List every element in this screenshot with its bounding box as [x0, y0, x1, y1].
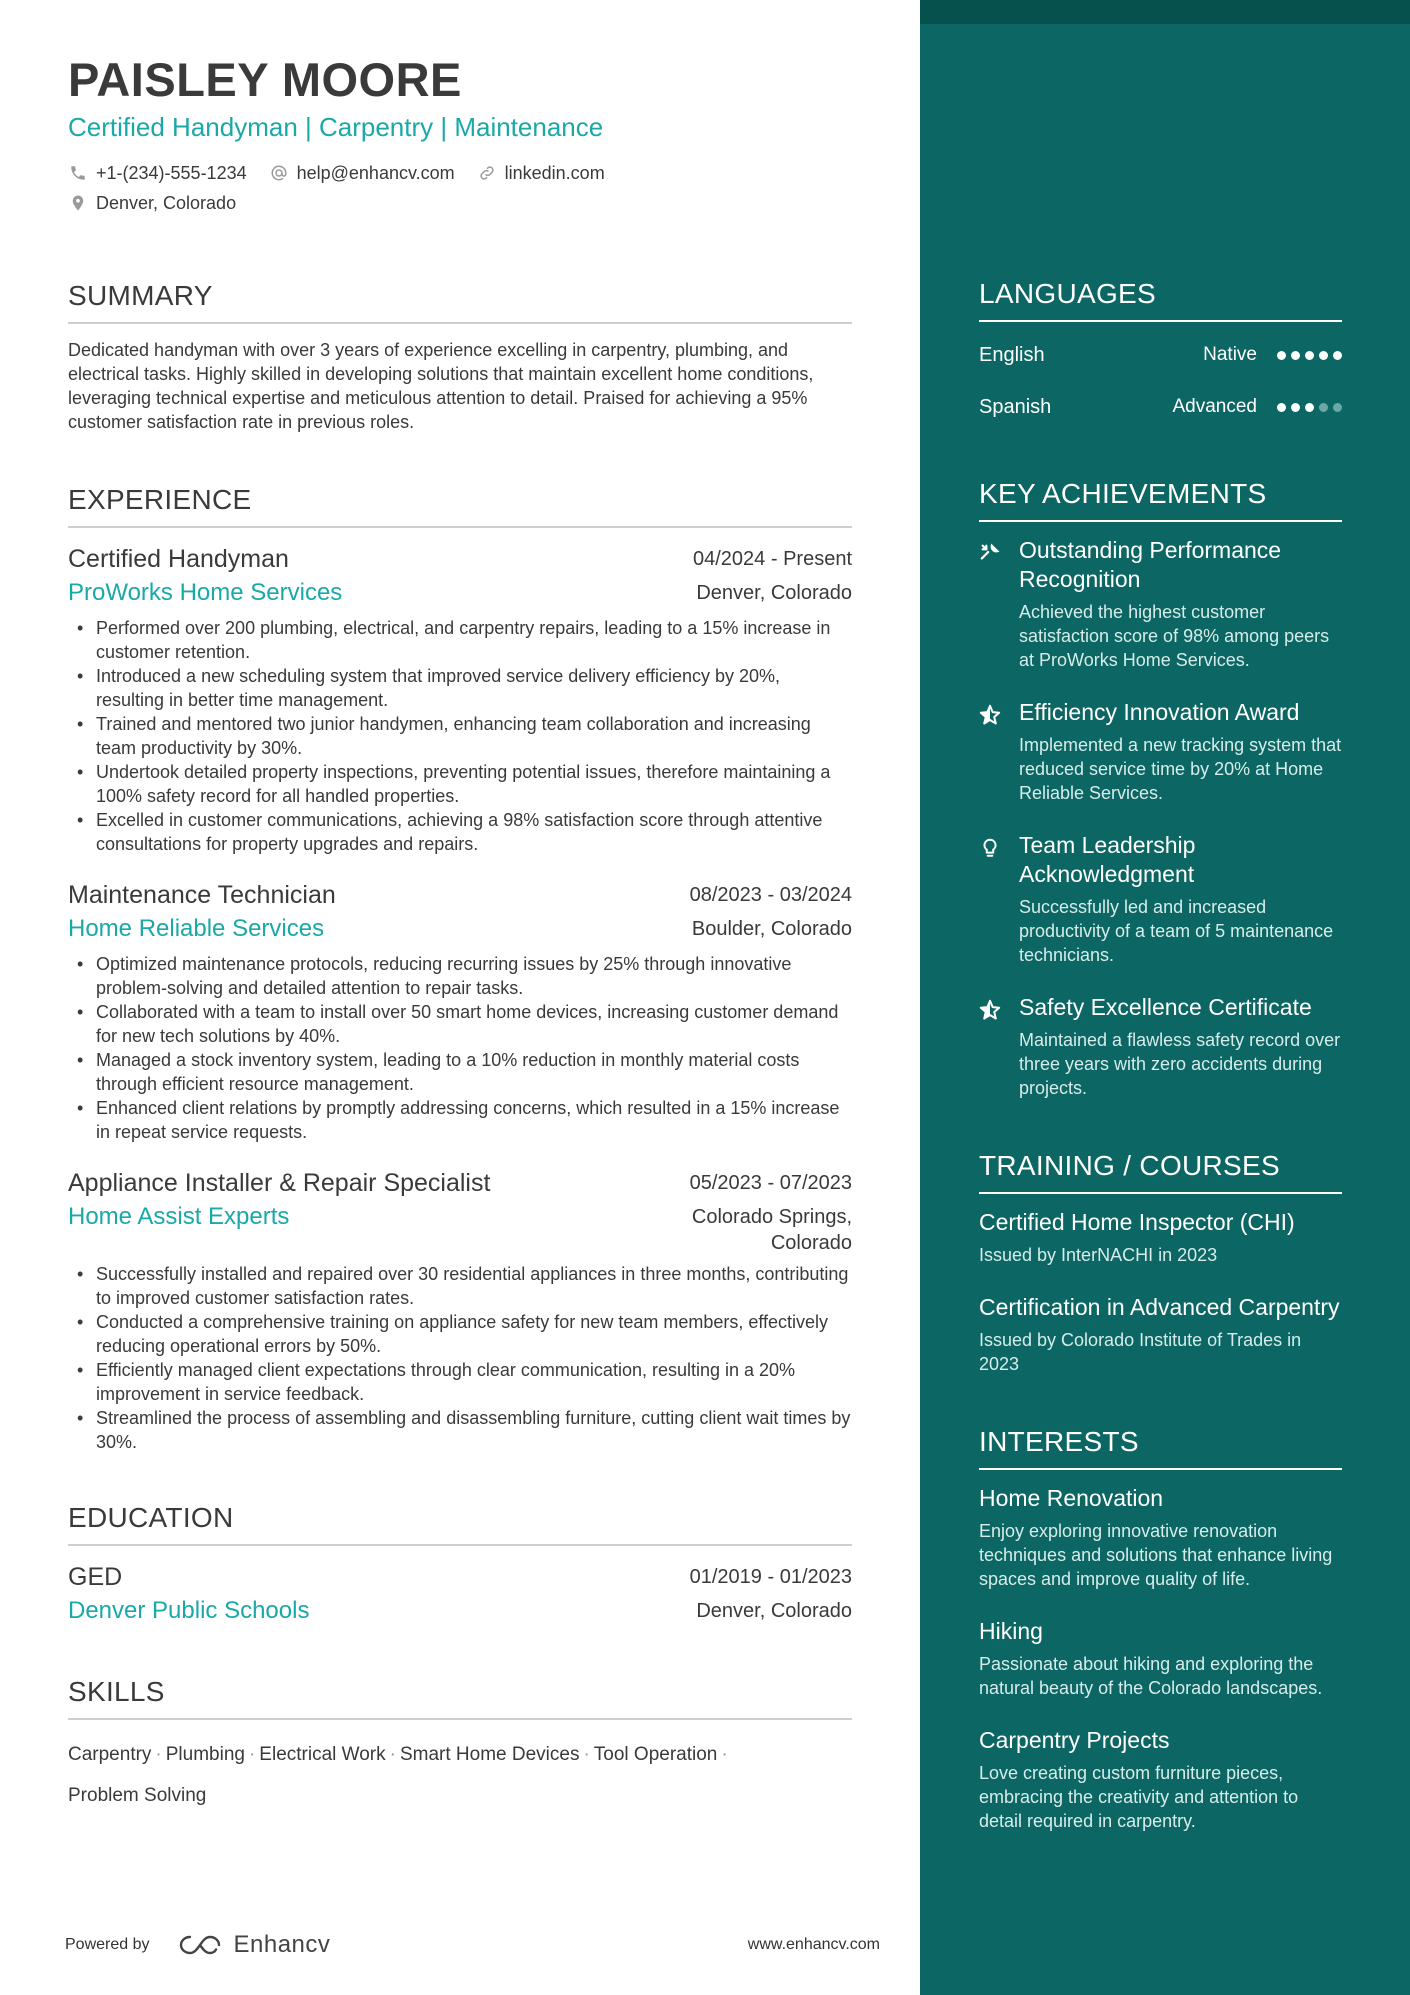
- job-bullet: • Managed a stock inventory system, leading to a 10% reduction in monthly material costs through efficient resource management.: [68, 1048, 852, 1096]
- language-name: Spanish: [979, 395, 1052, 418]
- skill-item: Carpentry: [68, 1744, 152, 1765]
- achievements-section: [979, 476, 1342, 1100]
- enhancv-logo-icon: [178, 1933, 224, 1957]
- job-bullet: • Streamlined the process of assembling and disassembling furniture, cutting client wait times by 30%.: [68, 1406, 852, 1454]
- job-role: Appliance Installer & Repair Specialist: [68, 1169, 491, 1197]
- candidate-headline: Certified Handyman | Carpentry | Maintenance: [68, 112, 604, 142]
- email-text: help@enhancv.com: [296, 162, 455, 183]
- education-entry: [68, 1560, 852, 1628]
- course-item: [979, 1293, 1342, 1376]
- language-item: [979, 336, 1342, 374]
- training-title: TRAINING / COURSES: [979, 1148, 1342, 1194]
- job-bullets: [68, 616, 852, 856]
- footer-url[interactable]: www.enhancv.com: [747, 1936, 880, 1953]
- job-location-line: Colorado: [770, 1232, 852, 1254]
- achievement-item: [979, 831, 1342, 967]
- interest-item: [979, 1484, 1342, 1591]
- job-bullet: • Undertook detailed property inspections, preventing potential issues, therefore maintaining a 100% safety record for all handled properties.: [68, 760, 852, 808]
- job-date: 05/2023 - 07/2023: [689, 1172, 852, 1194]
- skill-separator: ·: [248, 1744, 256, 1765]
- contact-info: [68, 158, 852, 218]
- job-date: 08/2023 - 03/2024: [689, 884, 852, 906]
- interest-item: [979, 1617, 1342, 1700]
- enhancv-logo[interactable]: [178, 1931, 331, 1959]
- skill-separator: ·: [389, 1744, 396, 1765]
- job-location: [692, 1200, 852, 1256]
- skill-item: Electrical Work: [259, 1744, 386, 1765]
- lightbulb-icon: [979, 837, 1001, 859]
- skill-separator: ·: [155, 1744, 162, 1765]
- course-title: Certified Home Inspector (CHI): [979, 1209, 1295, 1235]
- job-company: Home Assist Experts: [68, 1203, 290, 1230]
- job-entry: [68, 542, 852, 856]
- skills-title: SKILLS: [68, 1674, 852, 1720]
- interest-title: Home Renovation: [979, 1485, 1164, 1511]
- phone-text: +1-(234)-555-1234: [96, 162, 247, 183]
- rating-dot-filled: [1305, 403, 1314, 412]
- education-degree: GED: [68, 1563, 123, 1591]
- wrench-icon: [979, 542, 1001, 564]
- interest-desc: Love creating custom furniture pieces, embracing the creativity and attention to detail required in carpentry.: [979, 1763, 1299, 1831]
- language-rating: [1277, 351, 1342, 360]
- experience-section: [68, 482, 852, 1454]
- course-desc: Issued by Colorado Institute of Trades in 2023: [979, 1330, 1302, 1374]
- contact-phone: [68, 163, 247, 184]
- achievement-desc: Successfully led and increased productivity of a team of 5 maintenance technicians.: [1019, 897, 1334, 965]
- powered-by: [65, 1931, 330, 1959]
- job-entry: [68, 878, 852, 1144]
- language-level: Advanced: [1172, 396, 1257, 417]
- phone-icon: [68, 163, 88, 183]
- summary-title: SUMMARY: [68, 278, 852, 324]
- achievement-item: [979, 536, 1342, 672]
- achievements-title: KEY ACHIEVEMENTS: [979, 476, 1342, 522]
- rating-dot-filled: [1277, 351, 1286, 360]
- interest-title: Carpentry Projects: [979, 1727, 1170, 1753]
- job-bullet: • Performed over 200 plumbing, electrical, and carpentry repairs, leading to a 15% increase in customer retention.: [68, 616, 852, 664]
- achievement-desc: Implemented a new tracking system that reduced service time by 20% at Home Reliable Services.: [1019, 735, 1342, 803]
- contact-link[interactable]: [477, 163, 605, 184]
- job-location-line: Colorado Springs,: [691, 1206, 852, 1228]
- achievement-title: Team Leadership Acknowledgment: [1019, 832, 1196, 887]
- job-bullets: [68, 1262, 852, 1454]
- job-bullet: • Introduced a new scheduling system that improved service delivery efficiency by 20%, resulting in better time management.: [68, 664, 852, 712]
- course-title: Certification in Advanced Carpentry: [979, 1294, 1340, 1320]
- job-bullet: • Collaborated with a team to install over 50 smart home devices, increasing customer demand for new tech solutions by 40%.: [68, 1000, 852, 1048]
- course-item: [979, 1208, 1342, 1267]
- star-icon: [979, 999, 1001, 1021]
- achievement-title: Efficiency Innovation Award: [1019, 699, 1300, 725]
- language-level: Native: [1203, 344, 1257, 365]
- at-icon: [269, 163, 289, 183]
- contact-email[interactable]: [269, 163, 455, 184]
- education-section: [68, 1500, 852, 1628]
- summary-text: Dedicated handyman with over 3 years of experience excelling in carpentry, plumbing, and electrical tasks. Highly skilled in developing solutions that maintain excellent home conditions, leveraging technical expertise and meticulous attention to detail. Praised for achieving a 95% customer satisfaction rate in previous roles.: [68, 340, 814, 432]
- job-location: Boulder, Colorado: [691, 918, 852, 940]
- language-rating: [1277, 403, 1342, 412]
- interest-desc: Passionate about hiking and exploring the natural beauty of the Colorado landscapes.: [979, 1654, 1323, 1698]
- skill-item: Problem Solving: [68, 1785, 207, 1806]
- skill-item: Smart Home Devices: [399, 1744, 580, 1765]
- achievement-desc: Maintained a flawless safety record over three years with zero accidents during projects.: [1019, 1030, 1341, 1098]
- footer: [65, 1930, 880, 1960]
- interests-section: [979, 1424, 1342, 1833]
- language-item: [979, 388, 1342, 426]
- link-icon: [477, 163, 497, 183]
- job-bullet: • Excelled in customer communications, achieving a 98% satisfaction score through attentive consultations for property upgrades and repairs.: [68, 808, 852, 856]
- achievement-item: [979, 993, 1342, 1100]
- skill-item: Tool Operation: [593, 1744, 718, 1765]
- summary-section: [68, 278, 852, 434]
- rating-dot-filled: [1319, 351, 1328, 360]
- contact-location: [68, 193, 236, 214]
- experience-title: EXPERIENCE: [68, 482, 852, 528]
- languages-section: [979, 276, 1342, 426]
- skill-separator: ·: [583, 1744, 590, 1765]
- job-bullet: • Conducted a comprehensive training on appliance safety for new team members, effectively reducing operational errors by 50%.: [68, 1310, 852, 1358]
- interests-title: INTERESTS: [979, 1424, 1342, 1470]
- job-bullet: • Optimized maintenance protocols, reducing recurring issues by 25% through innovative problem-solving and detailed attention to repair tasks.: [68, 952, 852, 1000]
- job-location: Denver, Colorado: [696, 582, 852, 604]
- sidebar-top-band: [920, 0, 1410, 24]
- job-company: Home Reliable Services: [68, 915, 325, 942]
- education-school: Denver Public Schools: [68, 1597, 310, 1624]
- job-entry: [68, 1166, 852, 1454]
- job-bullet: • Trained and mentored two junior handymen, enhancing team collaboration and increasing team productivity by 30%.: [68, 712, 852, 760]
- enhancv-logo-text: Enhancv: [233, 1931, 331, 1958]
- rating-dot-empty: [1333, 403, 1342, 412]
- rating-dot-filled: [1277, 403, 1286, 412]
- interest-title: Hiking: [979, 1618, 1043, 1644]
- location-pin-icon: [68, 193, 88, 213]
- interest-desc: Enjoy exploring innovative renovation techniques and solutions that enhance living spaces and improve quality of life.: [979, 1521, 1333, 1589]
- star-icon: [979, 704, 1001, 726]
- rating-dot-empty: [1319, 403, 1328, 412]
- education-location: Denver, Colorado: [696, 1600, 852, 1622]
- achievement-title: Outstanding Performance Recognition: [1019, 537, 1282, 592]
- education-title: EDUCATION: [68, 1500, 852, 1546]
- achievement-item: [979, 698, 1342, 805]
- rating-dot-filled: [1291, 351, 1300, 360]
- achievement-title: Safety Excellence Certificate: [1019, 994, 1312, 1020]
- sidebar: [920, 0, 1410, 1995]
- job-company: ProWorks Home Services: [68, 579, 343, 606]
- skills-section: [68, 1674, 852, 1816]
- link-text: linkedin.com: [504, 162, 605, 183]
- rating-dot-filled: [1305, 351, 1314, 360]
- job-bullet: • Efficiently managed client expectations through clear communication, resulting in a 20% improvement in service feedback.: [68, 1358, 852, 1406]
- location-text: Denver, Colorado: [96, 192, 237, 213]
- candidate-name: PAISLEY MOORE: [68, 53, 462, 106]
- course-desc: Issued by InterNACHI in 2023: [979, 1245, 1218, 1265]
- job-bullet: • Successfully installed and repaired over 30 residential appliances in three months, contributing to improved customer satisfaction rates.: [68, 1262, 852, 1310]
- interest-item: [979, 1726, 1342, 1833]
- training-section: [979, 1148, 1342, 1376]
- rating-dot-filled: [1333, 351, 1342, 360]
- rating-dot-filled: [1291, 403, 1300, 412]
- skill-separator: ·: [721, 1744, 728, 1765]
- skills-list: [68, 1734, 852, 1816]
- job-date: 04/2024 - Present: [693, 548, 852, 570]
- education-date: 01/2019 - 01/2023: [689, 1566, 852, 1588]
- language-name: English: [979, 343, 1045, 366]
- job-role: Certified Handyman: [68, 545, 289, 573]
- achievement-desc: Achieved the highest customer satisfaction score of 98% among peers at ProWorks Home Services.: [1019, 602, 1330, 670]
- powered-by-label: Powered by: [65, 1936, 150, 1953]
- job-role: Maintenance Technician: [68, 881, 336, 909]
- skill-item: Plumbing: [165, 1744, 245, 1765]
- job-bullet: • Enhanced client relations by promptly addressing concerns, which resulted in a 15% increase in repeat service requests.: [68, 1096, 852, 1144]
- languages-title: LANGUAGES: [979, 276, 1342, 322]
- job-bullets: [68, 952, 852, 1144]
